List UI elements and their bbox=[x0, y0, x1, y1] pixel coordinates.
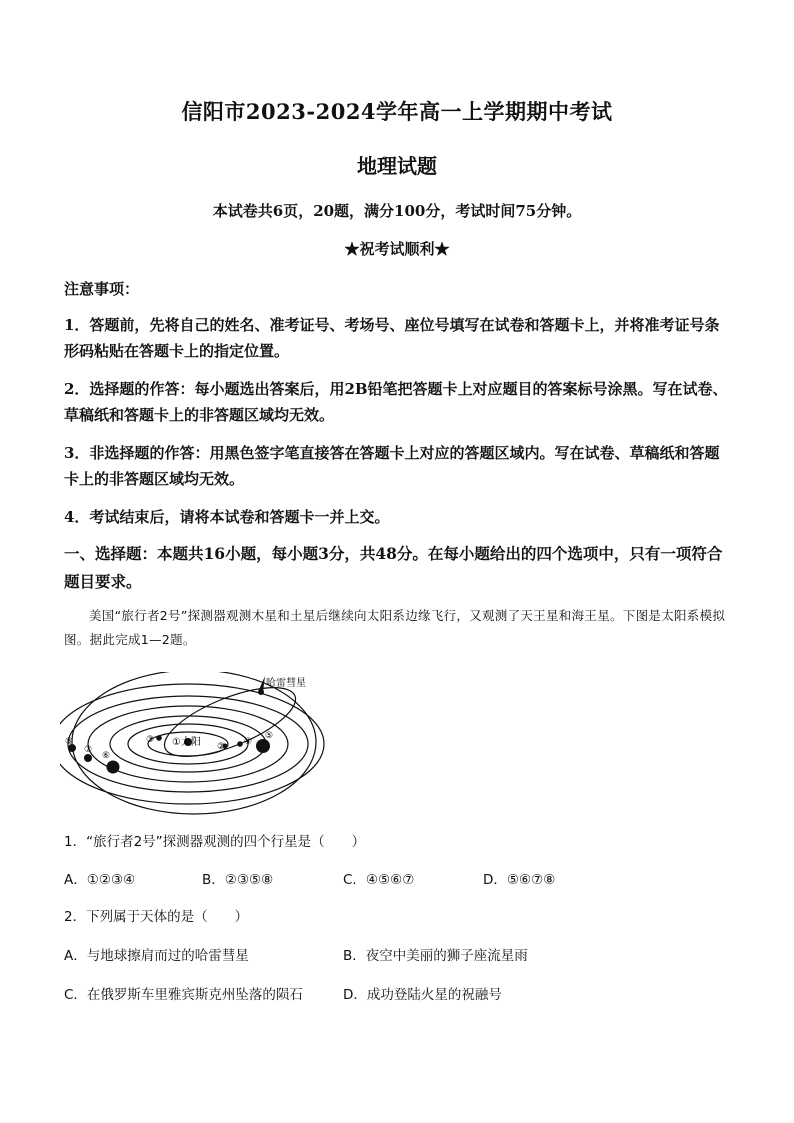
planet-label-4: ④ bbox=[244, 737, 253, 747]
exam-info: 本试卷共6页，20题，满分100分，考试时间75分钟。 bbox=[212, 202, 582, 220]
notice-item-2: 2．选择题的作答：每小题选出答案后，用2B铅笔把答题卡上对应题目的答案标号涂黑。写在试卷、草稿纸和答题卡上的非答题区域均无效。 bbox=[64, 380, 728, 424]
question-2-option-a[interactable]: A．与地球擦肩而过的哈雷彗星 bbox=[64, 948, 249, 964]
planet-label-7: ⑦ bbox=[84, 745, 93, 755]
question-1-option-d[interactable]: D．⑤⑥⑦⑧ bbox=[483, 872, 556, 888]
question-2-option-d[interactable]: D．成功登陆火星的祝融号 bbox=[343, 987, 502, 1003]
exam-title: 信阳市2023-2024学年高一上学期期中考试 bbox=[181, 99, 613, 124]
question-2-option-b[interactable]: B．夜空中美丽的狮子座流星雨 bbox=[343, 948, 528, 964]
planet-4 bbox=[237, 741, 243, 747]
comet-icon bbox=[258, 676, 265, 695]
planet-label-5: ⑤ bbox=[265, 731, 274, 741]
notice-heading: 注意事项： bbox=[64, 280, 140, 298]
question-2-option-c[interactable]: C．在俄罗斯车里雅宾斯克州坠落的陨石 bbox=[64, 987, 303, 1003]
question-1-option-a[interactable]: A．①②③④ bbox=[64, 872, 136, 888]
question-1-option-b[interactable]: B．②③⑤⑧ bbox=[202, 872, 274, 888]
planet-label-8: ⑧ bbox=[65, 737, 74, 747]
planet-6 bbox=[107, 761, 120, 774]
question-1-stem: 1．“旅行者2号”探测器观测的四个行星是（ ） bbox=[64, 834, 366, 850]
planet-label-2: ② bbox=[217, 742, 226, 752]
notice-item-1: 1．答题前，先将自己的姓名、准考证号、考场号、座位号填写在试卷和答题卡上，并将准考证号条形码粘贴在答题卡上的指定位置。 bbox=[64, 316, 720, 360]
sun-label: ①太阳 bbox=[172, 737, 201, 748]
passage-text: 美国“旅行者2号”探测器观测木星和土星后继续向太阳系边缘飞行，又观测了天王星和海王星。下图是太阳系模拟图。据此完成1—2题。 bbox=[64, 608, 726, 647]
good-luck-line: ★祝考试顺利★ bbox=[344, 240, 450, 258]
planet-label-3: ③ bbox=[146, 735, 155, 745]
question-2-stem: 2．下列属于天体的是（ ） bbox=[64, 909, 249, 925]
notice-item-4: 4．考试结束后，请将本试卷和答题卡一并上交。 bbox=[64, 508, 390, 526]
subject-title: 地理试题 bbox=[357, 154, 437, 178]
comet-label: 哈雷彗星 bbox=[266, 678, 306, 689]
notice-item-3: 3．非选择题的作答：用黑色签字笔直接答在答题卡上对应的答题区域内。写在试卷、草稿纸和答题卡上的非答题区域均无效。 bbox=[64, 444, 720, 488]
section-one-heading: 一、选择题：本题共16小题，每小题3分，共48分。在每小题给出的四个选项中，只有一项符合题目要求。 bbox=[64, 544, 723, 591]
planet-label-6: ⑥ bbox=[102, 751, 111, 761]
planet-3 bbox=[156, 735, 162, 741]
planet-5 bbox=[256, 739, 270, 753]
question-1-option-c[interactable]: C．④⑤⑥⑦ bbox=[343, 872, 415, 888]
planet-7 bbox=[84, 754, 92, 762]
solar-system-diagram bbox=[60, 672, 330, 822]
